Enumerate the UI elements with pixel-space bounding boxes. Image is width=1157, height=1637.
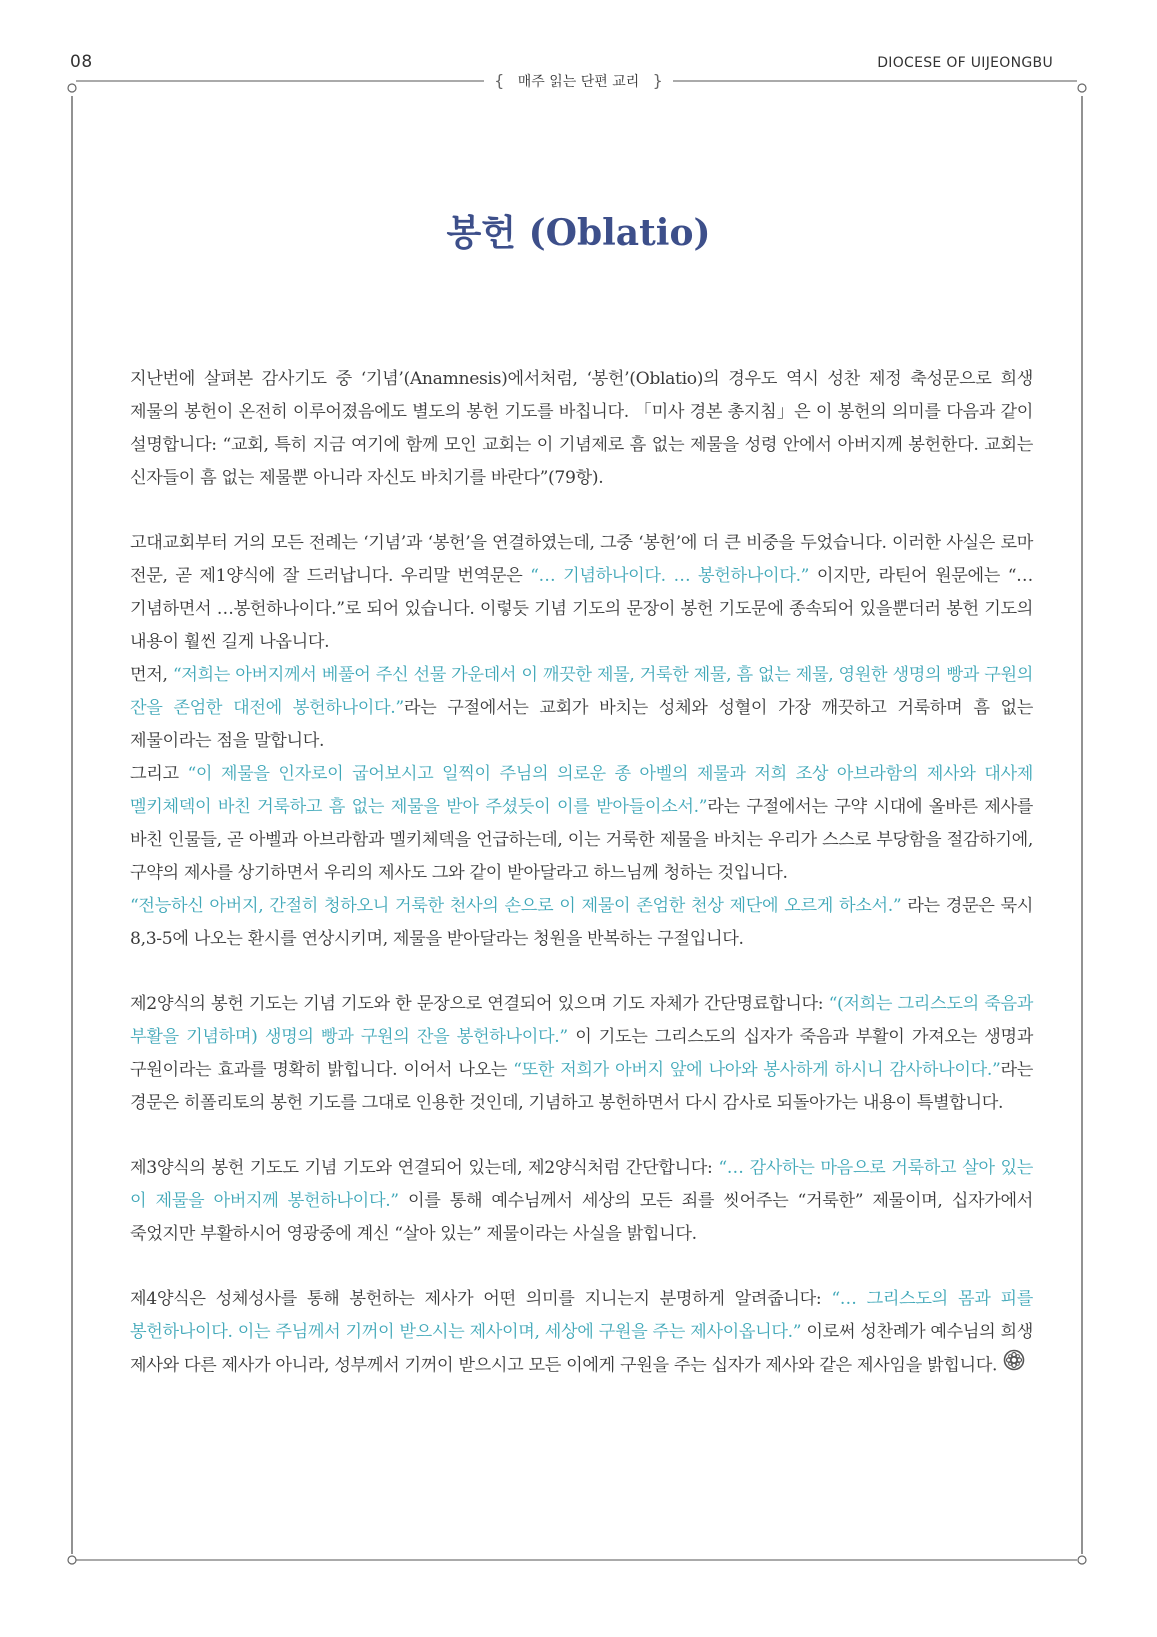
quote-highlight: “… 그리스도의 몸과 피를 봉헌하나이다. 이는 주님께서 기꺼이 받으시는 제사이며, 세상에 구원을 주는 제사이옵니다.”: [130, 1289, 1033, 1342]
article-body: [130, 363, 1033, 1383]
page-number: 08: [70, 52, 93, 72]
text-run: 이로써 성찬례가 예수님의 희생 제사와 다른 제사가 아니라, 성부께서 기꺼이 받으시고 모든 이에게 구원을 주는 십자가 제사와 같은 제사임을 밝힙니다.: [130, 1322, 1034, 1376]
text-run: 제2양식의 봉헌 기도는 기념 기도와 한 문장으로 연결되어 있으며 기도 자체가 간단명료합니다:: [130, 994, 829, 1014]
quote-highlight: “(저희는 그리스도의 죽음과 부활을 기념하며) 생명의 빵과 구원의 잔을 봉헌하나이다.”: [130, 994, 1033, 1047]
series-title-banner: [0, 71, 1157, 91]
quote-highlight: “전능하신 아버지, 간절히 청하오니 거룩한 천사의 손으로 이 제물이 존엄한 천상 제단에 오르게 하소서.”: [130, 896, 902, 916]
paragraph-2: [130, 527, 1033, 659]
paragraph-3: [130, 659, 1033, 758]
paragraph-6: [130, 988, 1033, 1120]
text-run: 이지만, 라틴어 원문에는 “… 기념하면서 …봉헌하나이다.”로 되어 있습니다. 이렇듯 기념 기도의 문장이 봉헌 기도문에 종속되어 있을뿐더러 봉헌 기도의 내용이 훨씬 길게 나옵니다.: [130, 566, 1034, 652]
paragraph-7: [130, 1152, 1033, 1251]
article-title: 봉헌 (Oblatio): [446, 212, 711, 254]
text-run: 라는 구절에서는 구약 시대에 올바른 제사를 바친 인물들, 곧 아벨과 아브라함과 멜키체덱을 언급하는데, 이는 거룩한 제물을 바치는 우리가 스스로 부당함을 절감하기에, 구약의 제사를 상기하면서 우리의 제사도 그와 같이 받아달라고 하느님께 청하는 것입니다.: [130, 797, 1034, 883]
text-run: 라는 경문은 묵시 8,3-5에 나오는 환시를 연상시키며, 제물을 받아달라는 청원을 반복하는 구절입니다.: [130, 896, 1033, 949]
quote-highlight: “… 기념하나이다. … 봉헌하나이다.”: [530, 566, 810, 586]
quote-highlight: “또한 저희가 아버지 앞에 나아와 봉사하게 하시니 감사하나이다.”: [513, 1060, 1001, 1080]
brace-right: }: [652, 71, 663, 90]
text-run: 라는 경문은 히폴리토의 봉헌 기도를 그대로 인용한 것인데, 기념하고 봉헌하면서 다시 감사로 되돌아가는 내용이 특별합니다.: [130, 1060, 1033, 1113]
quote-highlight: “… 감사하는 마음으로 거룩하고 살아 있는 이 제물을 아버지께 봉헌하나이다.”: [130, 1158, 1033, 1211]
paragraph-5: [130, 890, 1033, 956]
text-run: 지난번에 살펴본 감사기도 중 ‘기념’(Anamnesis)에서처럼, ‘봉헌’(Oblatio)의 경우도 역시 성찬 제정 축성문으로 희생 제물의 봉헌이 온전히 이루어졌음에도 별도의 봉헌 기도를 바칩니다. 「미사 경본 총지침」은 이 봉헌의 의미를 다음과 같이 설명합니다: “교회, 특히 지금 여기에 함께 모인 교회는 이 기념제로 흠 없는 제물을 성령 안에서 아버지께 봉헌한다. 교회는 신자들이 흠 없는 제물뿐 아니라 자신도 바치기를 바란다”(79항).: [130, 369, 1033, 488]
paragraph-4: [130, 758, 1033, 890]
text-run: 그리고: [130, 764, 188, 784]
text-run: 제3양식의 봉헌 기도도 기념 기도와 연결되어 있는데, 제2양식처럼 간단합니다:: [130, 1158, 719, 1178]
text-run: 이 기도는 그리스도의 십자가 죽음과 부활이 가져오는 생명과 구원이라는 효과를 명확히 밝힙니다. 이어서 나오는: [130, 1027, 1033, 1080]
paragraph-8: [130, 1283, 1033, 1383]
quote-highlight: “이 제물을 인자로이 굽어보시고 일찍이 주님의 의로운 종 아벨의 제물과 저희 조상 아브라함의 제사와 대사제 멜키체덱이 바친 거룩하고 흠 없는 제물을 받아 주셨듯이 이를 받아들이소서.”: [130, 764, 1034, 817]
publication-name: DIOCESE OF UIJEONGBU: [877, 55, 1053, 71]
brace-left: {: [494, 71, 505, 90]
rosette-end-mark-icon: [1003, 1349, 1025, 1383]
text-run: 고대교회부터 거의 모든 전례는 ‘기념’과 ‘봉헌’을 연결하였는데, 그중 ‘봉헌’에 더 큰 비중을 두었습니다. 이러한 사실은 로마 전문, 곧 제1양식에 잘 드러납니다. 우리말 번역문은: [130, 533, 1033, 586]
text-run: 라는 구절에서는 교회가 바치는 성체와 성혈이 가장 깨끗하고 거룩하며 흠 없는 제물이라는 점을 말합니다.: [130, 698, 1033, 751]
text-run: 이를 통해 예수님께서 세상의 모든 죄를 씻어주는 “거룩한” 제물이며, 십자가에서 죽었지만 부활하시어 영광중에 계신 “살아 있는” 제물이라는 사실을 밝힙니다.: [130, 1191, 1033, 1244]
series-title: 매주 읽는 단편 교리: [517, 74, 640, 90]
text-run: 제4양식은 성체성사를 통해 봉헌하는 제사가 어떤 의미를 지니는지 분명하게 알려줍니다:: [130, 1289, 832, 1309]
paragraph-1: [130, 363, 1033, 495]
text-run: 먼저,: [130, 665, 173, 685]
series-title-wrap: [484, 71, 673, 90]
quote-highlight: “저희는 아버지께서 베풀어 주신 선물 가운데서 이 깨끗한 제물, 거룩한 제물, 흠 없는 제물, 영원한 생명의 빵과 구원의 잔을 존엄한 대전에 봉헌하나이다.”: [130, 665, 1033, 718]
